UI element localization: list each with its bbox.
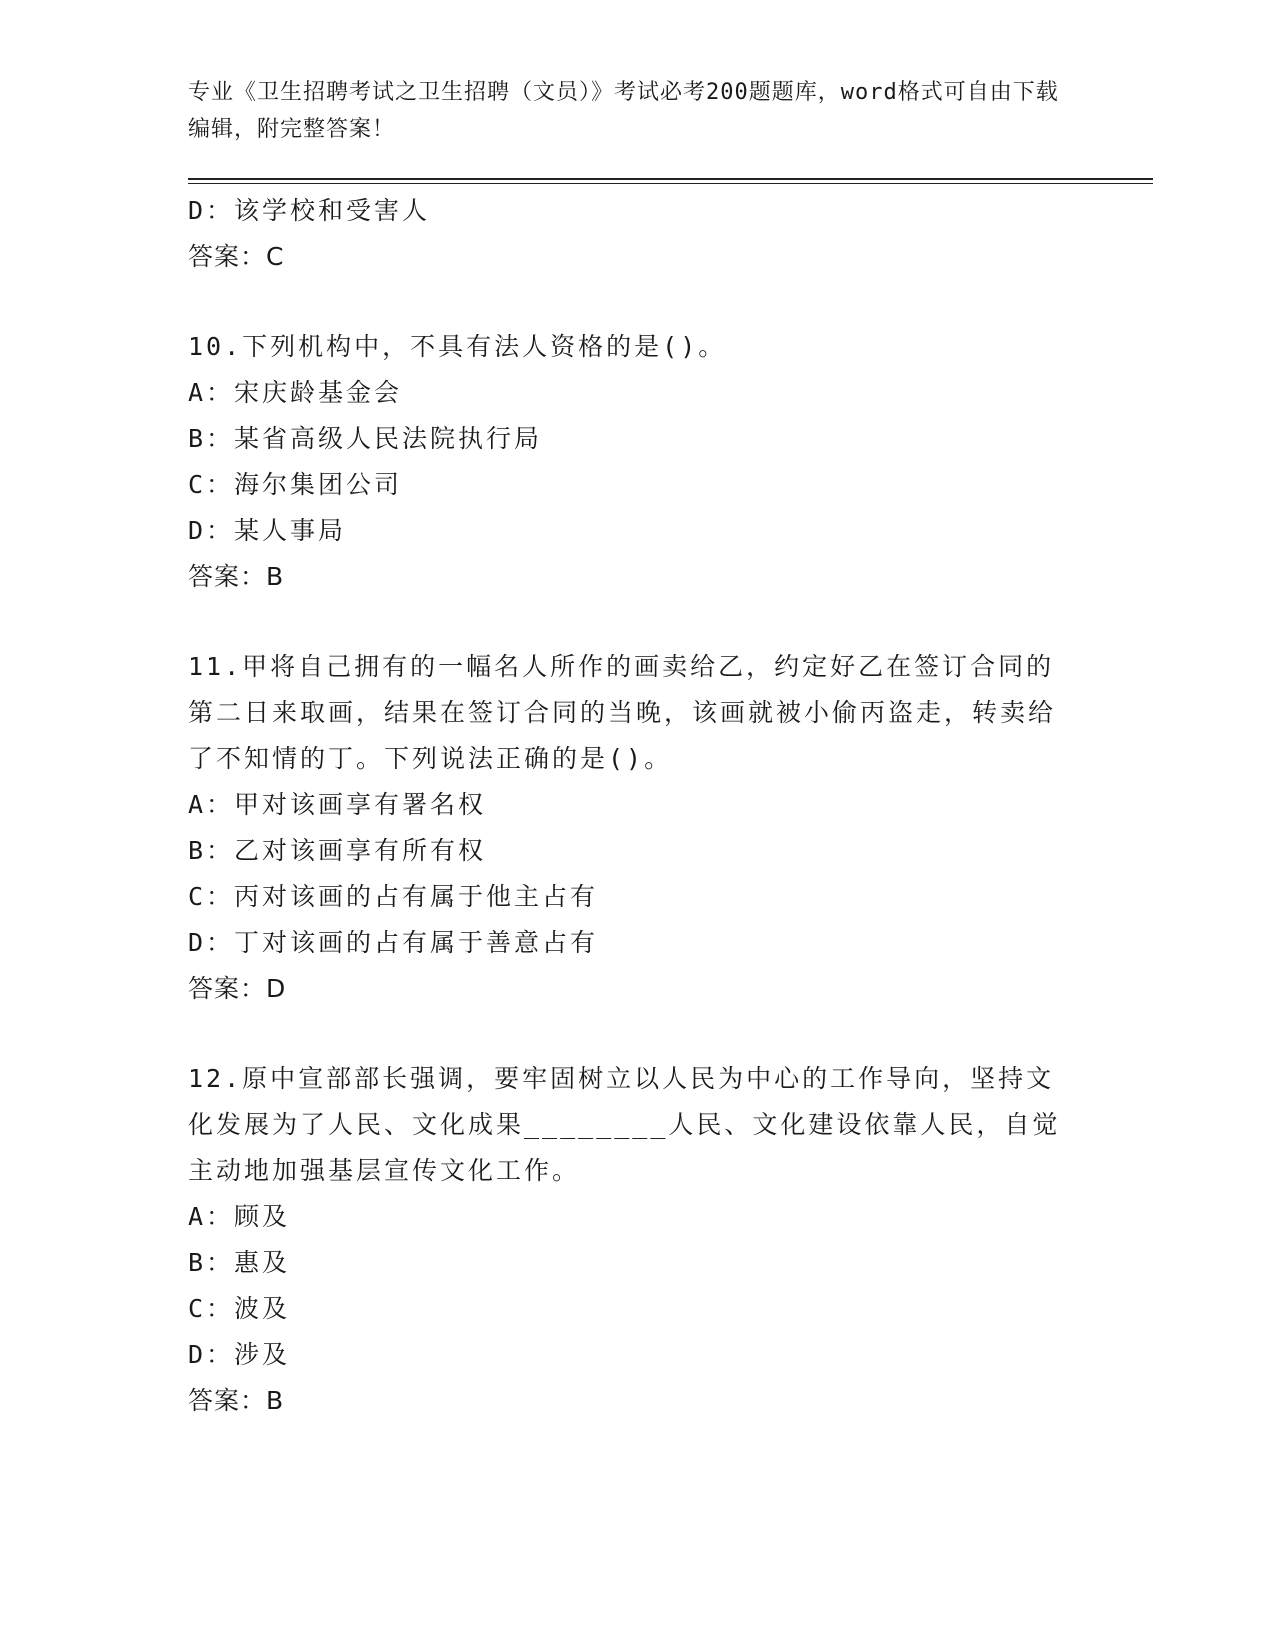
header-divider-thick — [188, 178, 1153, 180]
option-b: B：某省高级人民法院执行局 — [188, 424, 543, 453]
question-10 — [188, 324, 1078, 600]
option-c: C：波及 — [188, 1294, 291, 1323]
spacer — [188, 280, 1078, 324]
option-d: D：某人事局 — [188, 516, 347, 545]
question-11 — [188, 644, 1078, 1012]
question-stem: 11.甲将自己拥有的一幅名人所作的画卖给乙，约定好乙在签订合同的第二日来取画，结果在签订合同的当晚，该画就被小偷丙盗走，转卖给了不知情的丁。下列说法正确的是()。 — [188, 652, 1057, 773]
header-divider-thin — [188, 183, 1153, 184]
previous-question-tail — [188, 188, 1078, 280]
answer-line: 答案：B — [188, 1386, 285, 1415]
option-b: B：乙对该画享有所有权 — [188, 836, 487, 865]
option-d: D：涉及 — [188, 1340, 291, 1369]
answer-line: 答案：C — [188, 242, 285, 271]
question-12 — [188, 1056, 1078, 1424]
header-text: 专业《卫生招聘考试之卫生招聘（文员）》考试必考200题题库，word格式可自由下载编辑，附完整答案！ — [188, 80, 1059, 142]
option-b: B：惠及 — [188, 1248, 291, 1277]
answer-line: 答案：D — [188, 974, 287, 1003]
question-content — [188, 188, 1078, 1424]
spacer — [188, 1012, 1078, 1056]
question-stem: 12.原中宣部部长强调，要牢固树立以人民为中心的工作导向，坚持文化发展为了人民、文化成果________人民、文化建设依靠人民，自觉主动地加强基层宣传文化工作。 — [188, 1064, 1061, 1185]
option-d: D：丁对该画的占有属于善意占有 — [188, 928, 599, 957]
option-a: A：甲对该画享有署名权 — [188, 790, 487, 819]
option-a: A：宋庆龄基金会 — [188, 378, 403, 407]
question-stem: 10.下列机构中，不具有法人资格的是()。 — [188, 332, 727, 361]
spacer — [188, 600, 1078, 644]
option-c: C：海尔集团公司 — [188, 470, 403, 499]
option-c: C：丙对该画的占有属于他主占有 — [188, 882, 599, 911]
option-a: A：顾及 — [188, 1202, 291, 1231]
answer-line: 答案：B — [188, 562, 285, 591]
document-header — [188, 74, 1068, 148]
option-d: D：该学校和受害人 — [188, 196, 431, 225]
